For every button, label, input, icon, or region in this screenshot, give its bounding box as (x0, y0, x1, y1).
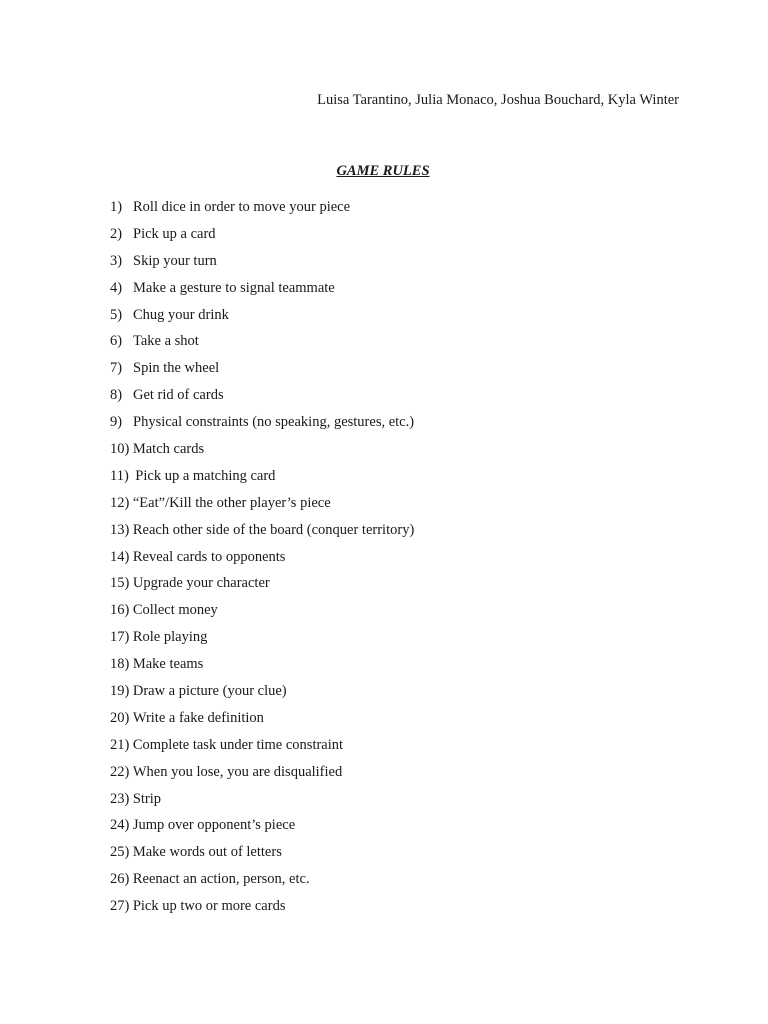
list-item (110, 493, 414, 520)
rule-number: 16) (110, 602, 130, 619)
rule-text: Pick up two or more cards (132, 898, 286, 915)
rule-text: Roll dice in order to move your piece (133, 199, 351, 215)
rule-text: Upgrade your character (132, 575, 270, 592)
rule-text: Physical constraints (no speaking, gestures, etc.) (133, 414, 415, 431)
list-item (110, 896, 414, 923)
rule-number: 6) (110, 333, 123, 350)
rule-text: “Eat”/Kill the other player’s piece (132, 494, 331, 511)
rule-text: Make teams (132, 656, 204, 673)
rule-number: 8) (110, 387, 123, 404)
list-item (110, 251, 414, 278)
rule-text: Role playing (132, 629, 208, 646)
list-item (110, 439, 414, 466)
list-item (110, 412, 414, 439)
list-item (110, 708, 414, 735)
rule-text: Spin the wheel (133, 360, 220, 377)
rule-text: Skip your turn (133, 252, 217, 269)
rule-text: When you lose, you are disqualified (132, 763, 343, 780)
rule-number: 11) (110, 467, 129, 484)
rule-text: Reenact an action, person, etc. (132, 871, 310, 888)
rule-text: Chug your drink (133, 306, 229, 323)
rule-number: 7) (110, 360, 123, 377)
rule-text: Write a fake definition (132, 709, 264, 726)
list-item (110, 762, 414, 789)
rule-number: 9) (110, 414, 123, 431)
rule-number: 27) (110, 898, 130, 915)
list-item (110, 735, 414, 762)
list-item (110, 681, 414, 708)
rule-number: 22) (110, 763, 130, 780)
list-item (110, 197, 414, 224)
page-title: GAME RULES (336, 163, 430, 179)
rule-text: Make words out of letters (132, 844, 282, 861)
list-item (110, 547, 414, 574)
rule-text: Reveal cards to opponents (132, 548, 286, 565)
list-item (110, 305, 414, 332)
list-item (110, 654, 414, 681)
rule-text: Reach other side of the board (conquer territory) (132, 521, 415, 538)
rule-number: 25) (110, 844, 130, 861)
rule-number: 12) (110, 494, 130, 511)
list-item (110, 331, 414, 358)
rule-number: 20) (110, 709, 130, 726)
rule-number: 10) (110, 441, 130, 458)
rule-text: Take a shot (133, 333, 199, 350)
list-item (110, 815, 414, 842)
list-item (110, 789, 414, 816)
rule-number: 24) (110, 817, 130, 834)
rule-number: 1) (110, 199, 123, 215)
list-item (110, 869, 414, 896)
rule-number: 14) (110, 548, 130, 565)
rule-text: Get rid of cards (133, 387, 224, 404)
list-item (110, 278, 414, 305)
rule-number: 13) (110, 521, 130, 538)
rule-text: Complete task under time constraint (132, 736, 344, 753)
list-item (110, 600, 414, 627)
rule-text: Collect money (132, 602, 218, 619)
rule-text: Make a gesture to signal teammate (133, 279, 335, 296)
author-names: Luisa Tarantino, Julia Monaco, Joshua Bouchard, Kyla Winter (317, 92, 679, 108)
rule-number: 21) (110, 736, 130, 753)
rule-text: Jump over opponent’s piece (132, 817, 296, 834)
rules-list (110, 197, 414, 923)
list-item (110, 385, 414, 412)
rule-number: 4) (110, 279, 123, 296)
rule-text: Pick up a matching card (135, 467, 276, 484)
list-item (110, 224, 414, 251)
rule-number: 19) (110, 683, 130, 700)
rule-number: 17) (110, 629, 130, 646)
rule-text: Match cards (132, 441, 205, 458)
rule-number: 3) (110, 252, 123, 269)
list-item (110, 466, 414, 493)
list-item (110, 520, 414, 547)
list-item (110, 627, 414, 654)
rule-text: Strip (132, 790, 162, 807)
rule-text: Draw a picture (your clue) (132, 683, 287, 700)
list-item (110, 358, 414, 385)
rule-text: Pick up a card (133, 225, 216, 242)
rule-number: 15) (110, 575, 130, 592)
rule-number: 2) (110, 225, 123, 242)
rule-number: 23) (110, 790, 130, 807)
rule-number: 18) (110, 656, 130, 673)
list-item (110, 842, 414, 869)
rule-number: 5) (110, 306, 123, 323)
list-item (110, 573, 414, 600)
rule-number: 26) (110, 871, 130, 888)
